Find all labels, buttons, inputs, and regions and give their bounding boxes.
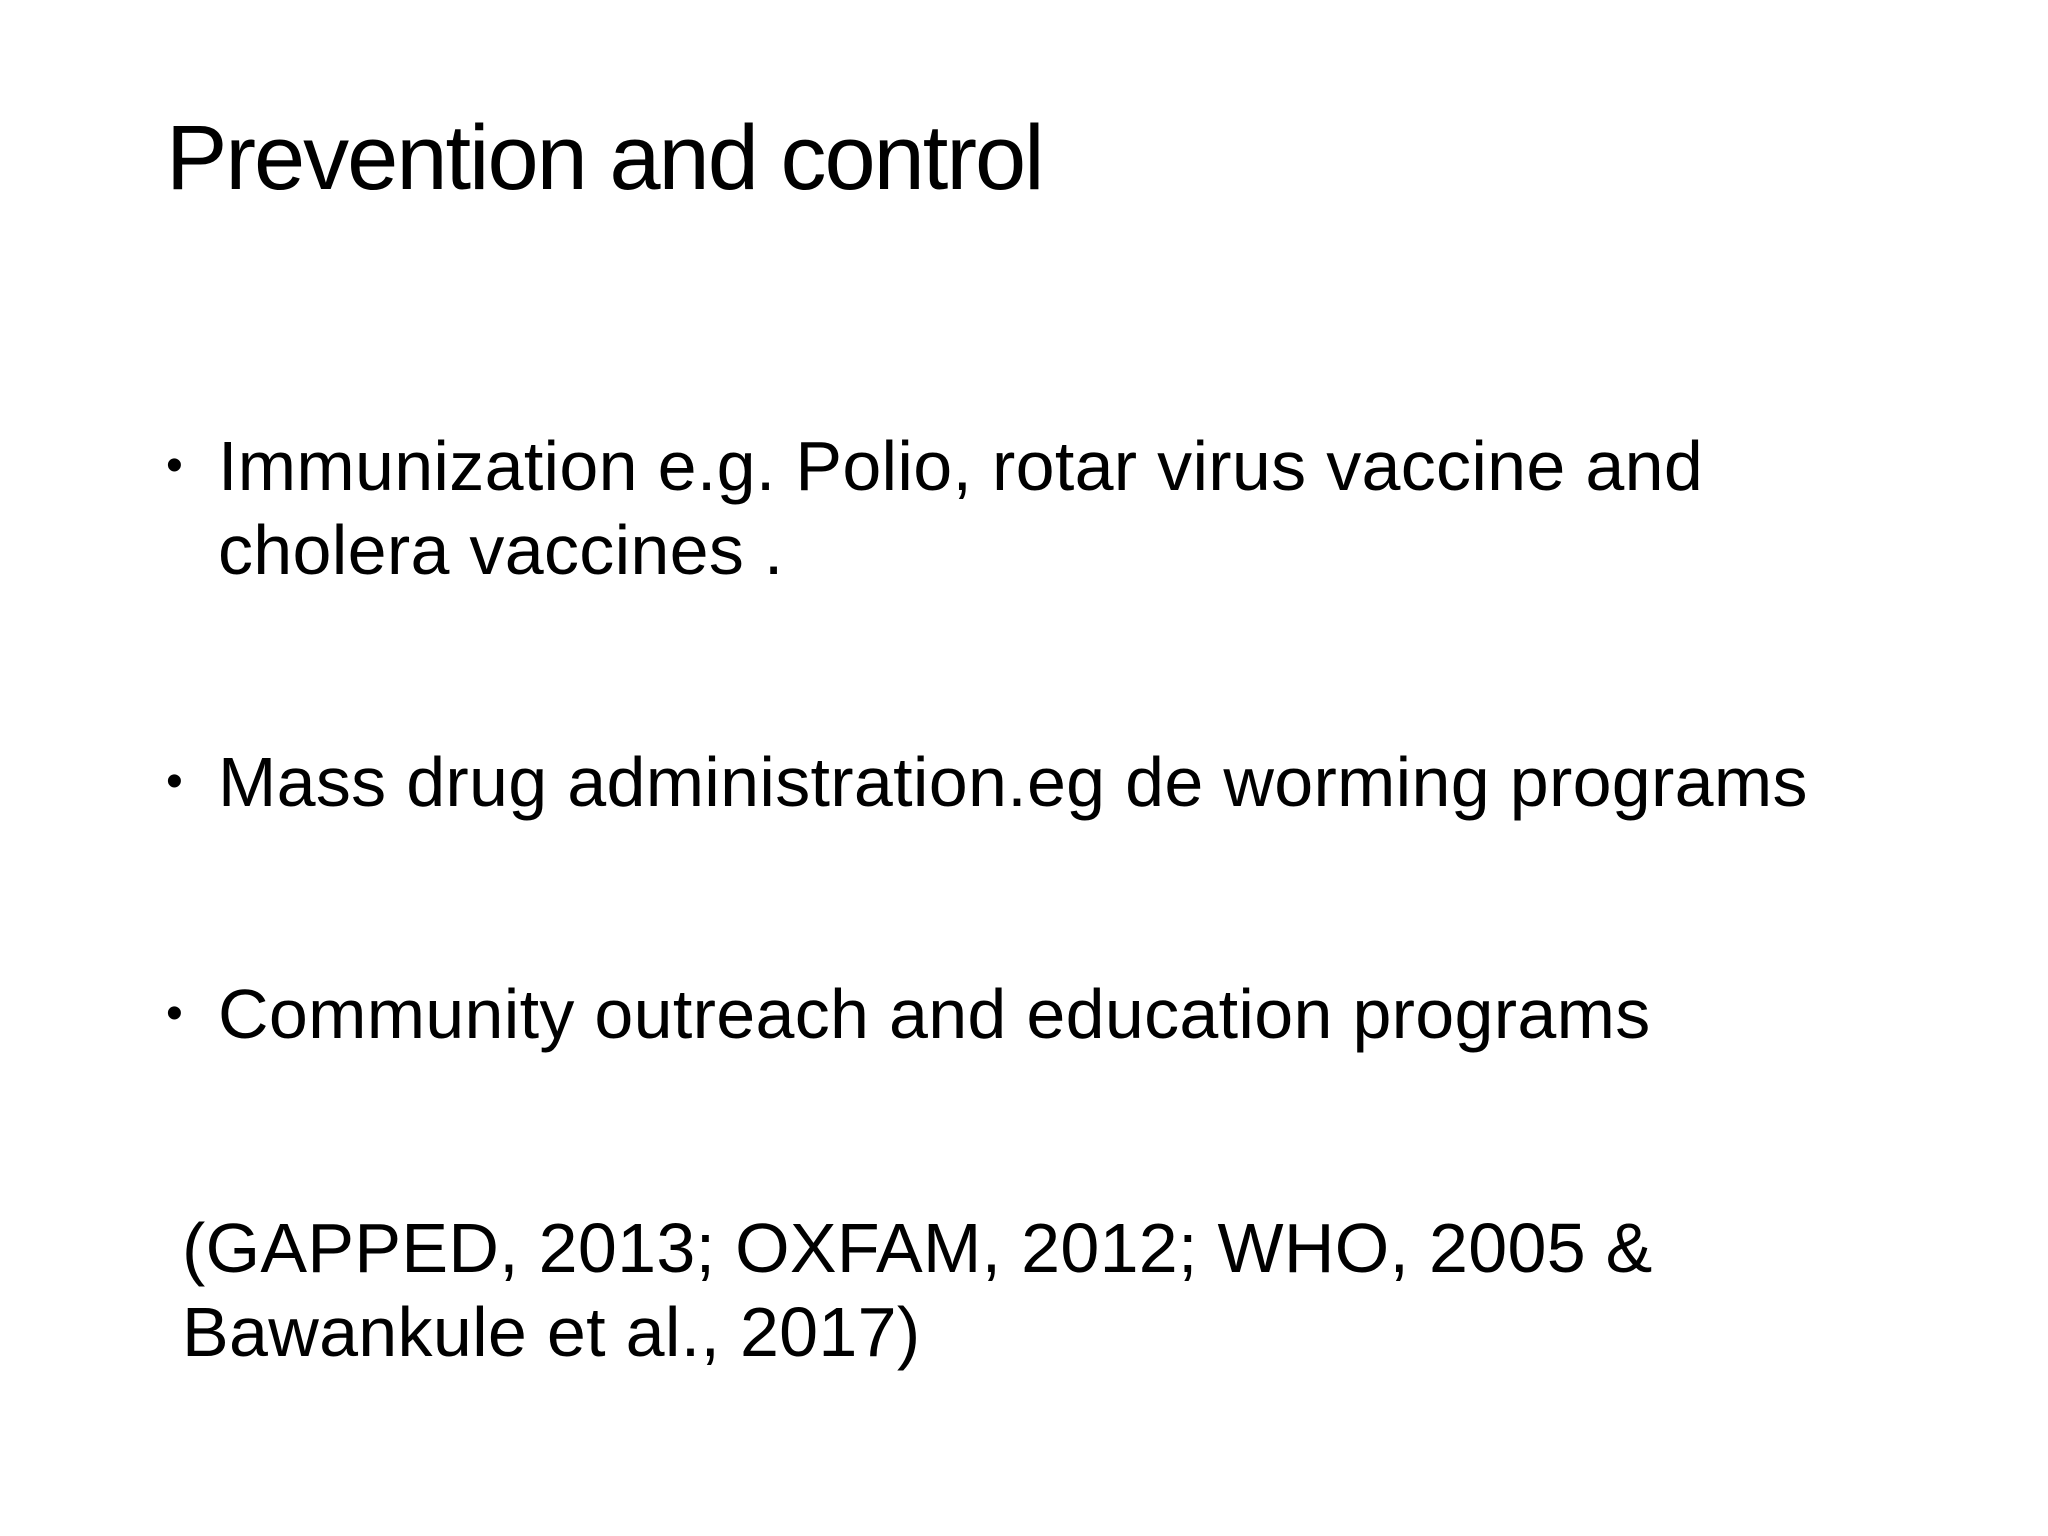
slide-title: Prevention and control [166,107,1043,209]
citation: (GAPPED, 2013; OXFAM, 2012; WHO, 2005 & Bawankule et al., 2017) [182,1209,1653,1371]
bullet-text: Immunization e.g. Polio, rotar virus vaccine and cholera vaccines . [218,427,1704,589]
bullet-item-immunization [166,424,1906,592]
bullet-text: Community outreach and education programs [218,975,1651,1053]
bullet-item-mass-drug-administration [166,740,1906,824]
bullet-dot-icon: • [166,439,183,492]
bullet-item-community-outreach [166,972,1906,1056]
bullet-dot-icon: • [166,987,183,1040]
bullet-text: Mass drug administration.eg de worming programs [218,743,1808,821]
bullet-dot-icon: • [166,755,183,808]
